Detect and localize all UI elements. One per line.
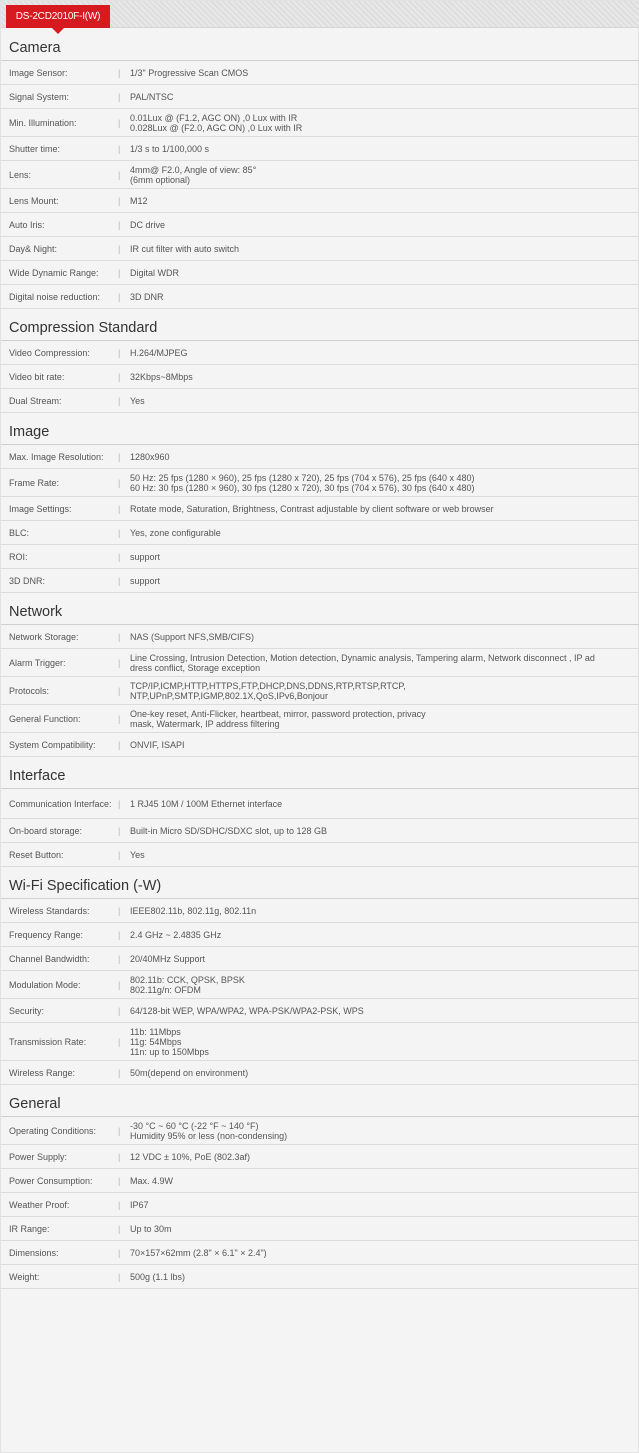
spec-value-line: 20/40MHz Support — [130, 953, 206, 964]
spec-row — [1, 497, 639, 521]
spec-value-line: Yes — [130, 849, 145, 860]
spec-label: Day& Night: — [9, 243, 58, 254]
spec-value — [130, 1200, 639, 1210]
spec-row — [1, 1217, 639, 1241]
spec-row — [1, 213, 639, 237]
spec-value — [130, 1248, 639, 1258]
spec-value-line: 64/128-bit WEP, WPA/WPA2, WPA-PSK/WPA2-PSK, WPS — [130, 1005, 364, 1016]
spec-label: Weight: — [9, 1271, 40, 1282]
spec-row — [1, 819, 639, 843]
spec-label: Modulation Mode: — [9, 979, 81, 990]
spec-value — [130, 975, 639, 995]
column-divider: | — [118, 1247, 121, 1258]
spec-value-line: 1/3 s to 1/100,000 s — [130, 143, 210, 154]
column-divider: | — [118, 1223, 121, 1234]
spec-row — [1, 1169, 639, 1193]
spec-value-line: NTP,UPnP,SMTP,IGMP,802.1X,QoS,IPv6,Bonjour — [130, 690, 328, 701]
column-divider: | — [118, 143, 121, 154]
column-divider: | — [118, 1005, 121, 1016]
spec-value — [130, 552, 639, 562]
spec-label: BLC: — [9, 527, 30, 538]
spec-row — [1, 161, 639, 189]
spec-label: Transmission Rate: — [9, 1036, 87, 1047]
spec-value — [130, 473, 639, 493]
column-divider: | — [118, 291, 121, 302]
spec-value-line: mask, Watermark, IP address filtering — [130, 718, 280, 729]
spec-value-line: One-key reset, Anti-Flicker, heartbeat, mirror, password protection, privacy — [130, 708, 426, 719]
column-divider: | — [118, 825, 121, 836]
spec-label: Power Consumption: — [9, 1175, 93, 1186]
spec-row — [1, 137, 639, 161]
spec-value-line: 500g (1.1 lbs) — [130, 1271, 186, 1282]
spec-row — [1, 733, 639, 757]
spec-value-line: 1280x960 — [130, 451, 170, 462]
spec-row — [1, 365, 639, 389]
spec-value-line: dress conflict, Storage exception — [130, 662, 261, 673]
spec-row — [1, 85, 639, 109]
spec-value-line: 11g: 54Mbps — [130, 1036, 182, 1047]
tab-bar — [1, 1, 639, 28]
spec-value — [130, 906, 639, 916]
column-divider: | — [118, 685, 121, 696]
spec-value — [130, 653, 639, 673]
spec-row — [1, 899, 639, 923]
spec-value-line: M12 — [130, 195, 148, 206]
spec-value-line: Rotate mode, Saturation, Brightness, Contrast adjustable by client software or web browser — [130, 503, 494, 514]
spec-label: General Function: — [9, 713, 81, 724]
spec-label: Network Storage: — [9, 631, 79, 642]
spec-value — [130, 954, 639, 964]
spec-label: Power Supply: — [9, 1151, 68, 1162]
column-divider: | — [118, 631, 121, 642]
spec-label: System Compatibility: — [9, 739, 96, 750]
spec-value — [130, 452, 639, 462]
spec-row — [1, 1145, 639, 1169]
spec-value-line: Yes — [130, 395, 145, 406]
column-divider: | — [118, 503, 121, 514]
column-divider: | — [118, 953, 121, 964]
column-divider: | — [118, 267, 121, 278]
spec-label: Min. Illumination: — [9, 117, 77, 128]
spec-row — [1, 521, 639, 545]
spec-row — [1, 947, 639, 971]
spec-value-line: ONVIF, ISAPI — [130, 739, 185, 750]
spec-value — [130, 372, 639, 382]
spec-section — [1, 867, 639, 1085]
spec-value — [130, 144, 639, 154]
section-title: Compression Standard — [1, 309, 639, 341]
spec-row — [1, 445, 639, 469]
column-divider: | — [118, 551, 121, 562]
spec-value-line: DC drive — [130, 219, 166, 230]
column-divider: | — [118, 979, 121, 990]
spec-value-line: NAS (Support NFS,SMB/CIFS) — [130, 631, 255, 642]
spec-value — [130, 292, 639, 302]
spec-value-line: 0.028Lux @ (F2.0, AGC ON) ,0 Lux with IR — [130, 122, 303, 133]
column-divider: | — [118, 905, 121, 916]
spec-row — [1, 1193, 639, 1217]
column-divider: | — [118, 527, 121, 538]
spec-value — [130, 504, 639, 514]
spec-value — [130, 930, 639, 940]
model-tab[interactable]: DS-2CD2010F-I(W) — [6, 5, 110, 28]
spec-value — [130, 68, 639, 78]
spec-label: ROI: — [9, 551, 28, 562]
spec-row — [1, 341, 639, 365]
spec-row — [1, 923, 639, 947]
column-divider: | — [118, 117, 121, 128]
spec-label: Protocols: — [9, 685, 50, 696]
column-divider: | — [118, 1036, 121, 1047]
spec-value-line: 11b: 11Mbps — [130, 1026, 181, 1037]
spec-row — [1, 789, 639, 819]
spec-value — [130, 1121, 639, 1141]
spec-value — [130, 348, 639, 358]
spec-value — [130, 1027, 639, 1057]
spec-value — [130, 1006, 639, 1016]
spec-label: On-board storage: — [9, 825, 83, 836]
spec-value-line: H.264/MJPEG — [130, 347, 188, 358]
spec-row — [1, 469, 639, 497]
column-divider: | — [118, 657, 121, 668]
spec-row — [1, 843, 639, 867]
spec-label: Weather Proof: — [9, 1199, 70, 1210]
column-divider: | — [118, 1151, 121, 1162]
spec-value-line: 11n: up to 150Mbps — [130, 1046, 209, 1057]
spec-value-line: Built-in Micro SD/SDHC/SDXC slot, up to 128 GB — [130, 825, 328, 836]
spec-value-line: 802.11b: CCK, QPSK, BPSK — [130, 974, 245, 985]
spec-section — [1, 413, 639, 593]
spec-value — [130, 740, 639, 750]
spec-value — [130, 681, 639, 701]
column-divider: | — [118, 395, 121, 406]
spec-label: Max. Image Resolution: — [9, 451, 104, 462]
column-divider: | — [118, 798, 121, 809]
spec-value — [130, 396, 639, 406]
spec-row — [1, 189, 639, 213]
spec-value-line: 2.4 GHz ~ 2.4835 GHz — [130, 929, 222, 940]
spec-value-line: PAL/NTSC — [130, 91, 174, 102]
spec-value — [130, 1272, 639, 1282]
spec-value-line: 3D DNR — [130, 291, 164, 302]
spec-row — [1, 389, 639, 413]
spec-row — [1, 569, 639, 593]
spec-value-line: (6mm optional) — [130, 174, 191, 185]
spec-label: IR Range: — [9, 1223, 50, 1234]
spec-row — [1, 1023, 639, 1061]
spec-value — [130, 220, 639, 230]
spec-row — [1, 677, 639, 705]
spec-value-line: IR cut filter with auto switch — [130, 243, 240, 254]
column-divider: | — [118, 1067, 121, 1078]
column-divider: | — [118, 477, 121, 488]
spec-value — [130, 1176, 639, 1186]
column-divider: | — [118, 1125, 121, 1136]
spec-row — [1, 61, 639, 85]
spec-label: Dual Stream: — [9, 395, 62, 406]
spec-value-line: 1/3" Progressive Scan CMOS — [130, 67, 249, 78]
spec-label: Signal System: — [9, 91, 70, 102]
spec-value-line: IP67 — [130, 1199, 149, 1210]
spec-label: Video Compression: — [9, 347, 90, 358]
column-divider: | — [118, 219, 121, 230]
spec-section — [1, 309, 639, 413]
section-title: General — [1, 1085, 639, 1117]
spec-value-line: Line Crossing, Intrusion Detection, Motion detection, Dynamic analysis, Tampering alarm, Network disconnect , IP ad — [130, 652, 595, 663]
column-divider: | — [118, 91, 121, 102]
spec-row — [1, 285, 639, 309]
spec-section — [1, 593, 639, 757]
spec-value-line: Max. 4.9W — [130, 1175, 174, 1186]
column-divider: | — [118, 1175, 121, 1186]
spec-row — [1, 625, 639, 649]
section-title: Image — [1, 413, 639, 445]
spec-label: Lens: — [9, 169, 32, 180]
column-divider: | — [118, 67, 121, 78]
spec-value — [130, 1224, 639, 1234]
spec-value-line: support — [130, 551, 161, 562]
spec-row — [1, 261, 639, 285]
spec-value-line: 12 VDC ± 10%, PoE (802.3af) — [130, 1151, 251, 1162]
spec-label: Lens Mount: — [9, 195, 59, 206]
spec-label: Dimensions: — [9, 1247, 59, 1258]
spec-label: 3D DNR: — [9, 575, 46, 586]
spec-value-line: -30 °C ~ 60 °C (-22 °F ~ 140 °F) — [130, 1120, 259, 1131]
spec-value-line: 0.01Lux @ (F1.2, AGC ON) ,0 Lux with IR — [130, 112, 298, 123]
spec-row — [1, 1241, 639, 1265]
spec-value-line: Humidity 95% or less (non-condensing) — [130, 1130, 288, 1141]
spec-value — [130, 576, 639, 586]
column-divider: | — [118, 347, 121, 358]
spec-value — [130, 113, 639, 133]
column-divider: | — [118, 451, 121, 462]
spec-label: Wireless Standards: — [9, 905, 90, 916]
spec-section — [1, 29, 639, 309]
column-divider: | — [118, 169, 121, 180]
spec-value-line: support — [130, 575, 161, 586]
column-divider: | — [118, 575, 121, 586]
spec-value — [130, 826, 639, 836]
spec-row — [1, 999, 639, 1023]
spec-label: Frequency Range: — [9, 929, 84, 940]
spec-row — [1, 545, 639, 569]
spec-value — [130, 1152, 639, 1162]
spec-row — [1, 649, 639, 677]
spec-label: Channel Bandwidth: — [9, 953, 90, 964]
spec-label: Communication Interface: — [9, 798, 112, 809]
spec-value-line: 1 RJ45 10M / 100M Ethernet interface — [130, 798, 283, 809]
spec-label: Wide Dynamic Range: — [9, 267, 99, 278]
spec-label: Auto Iris: — [9, 219, 45, 230]
spec-label: Frame Rate: — [9, 477, 60, 488]
spec-value-line: 4mm@ F2.0, Angle of view: 85° — [130, 164, 257, 175]
spec-value — [130, 196, 639, 206]
spec-label: Image Sensor: — [9, 67, 68, 78]
spec-row — [1, 1117, 639, 1145]
spec-row — [1, 109, 639, 137]
spec-row — [1, 705, 639, 733]
spec-label: Security: — [9, 1005, 45, 1016]
column-divider: | — [118, 849, 121, 860]
section-title: Wi-Fi Specification (-W) — [1, 867, 639, 899]
spec-value-line: TCP/IP,ICMP,HTTP,HTTPS,FTP,DHCP,DNS,DDNS,RTP,RTSP,RTCP, — [130, 680, 406, 691]
spec-value — [130, 709, 639, 729]
column-divider: | — [118, 1199, 121, 1210]
spec-value — [130, 165, 639, 185]
spec-value-line: 50m(depend on environment) — [130, 1067, 249, 1078]
column-divider: | — [118, 1271, 121, 1282]
spec-value — [130, 528, 639, 538]
spec-value-line: 60 Hz: 30 fps (1280 × 960), 30 fps (1280 x 720), 30 fps (704 x 576), 30 fps (640 x 480) — [130, 482, 475, 493]
column-divider: | — [118, 371, 121, 382]
spec-value — [130, 850, 639, 860]
spec-label: Shutter time: — [9, 143, 61, 154]
spec-label: Image Settings: — [9, 503, 72, 514]
spec-value-line: 32Kbps~8Mbps — [130, 371, 193, 382]
spec-row — [1, 1061, 639, 1085]
spec-value-line: 50 Hz: 25 fps (1280 × 960), 25 fps (1280 x 720), 25 fps (704 x 576), 25 fps (640 x 480) — [130, 472, 475, 483]
section-title: Interface — [1, 757, 639, 789]
spec-value-line: Digital WDR — [130, 267, 180, 278]
spec-label: Alarm Trigger: — [9, 657, 66, 668]
spec-value — [130, 92, 639, 102]
spec-row — [1, 971, 639, 999]
spec-value-line: IEEE802.11b, 802.11g, 802.11n — [130, 905, 257, 916]
column-divider: | — [118, 739, 121, 750]
spec-label: Operating Conditions: — [9, 1125, 97, 1136]
spec-section — [1, 1085, 639, 1289]
column-divider: | — [118, 195, 121, 206]
spec-label: Digital noise reduction: — [9, 291, 101, 302]
spec-value-line: Up to 30m — [130, 1223, 172, 1234]
spec-section — [1, 757, 639, 867]
spec-value-line: Yes, zone configurable — [130, 527, 221, 538]
spec-value-line: 802.11g/n: OFDM — [130, 984, 201, 995]
spec-value — [130, 244, 639, 254]
spec-label: Wireless Range: — [9, 1067, 76, 1078]
spec-label: Reset Button: — [9, 849, 64, 860]
spec-label: Video bit rate: — [9, 371, 65, 382]
column-divider: | — [118, 243, 121, 254]
spec-value — [130, 799, 639, 809]
spec-value — [130, 632, 639, 642]
spec-row — [1, 1265, 639, 1289]
spec-row — [1, 237, 639, 261]
column-divider: | — [118, 713, 121, 724]
section-title: Camera — [1, 29, 639, 61]
spec-value-line: 70×157×62mm (2.8" × 6.1" × 2.4") — [130, 1247, 267, 1258]
section-title: Network — [1, 593, 639, 625]
column-divider: | — [118, 929, 121, 940]
spec-sections — [1, 29, 639, 1289]
spec-value — [130, 1068, 639, 1078]
spec-value — [130, 268, 639, 278]
